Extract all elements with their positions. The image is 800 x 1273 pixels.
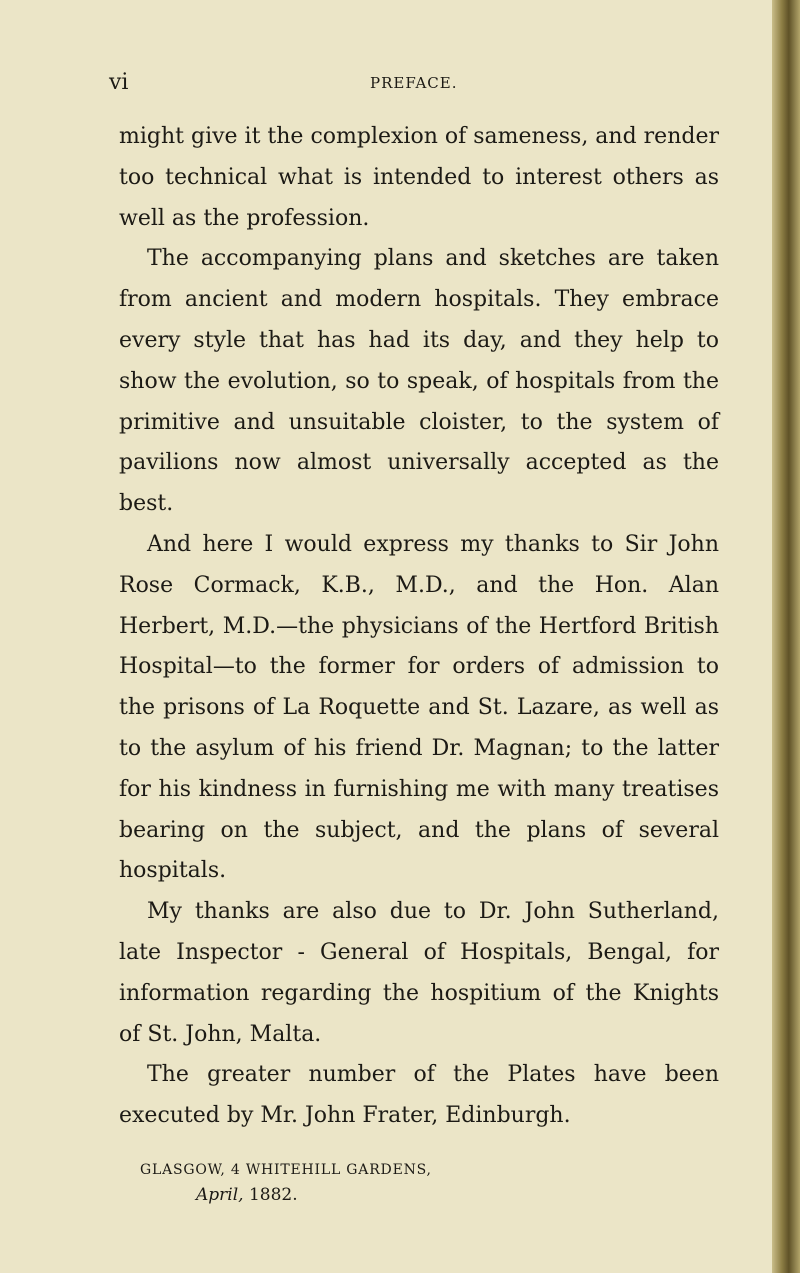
signature-month: April, bbox=[196, 1185, 244, 1205]
page-header bbox=[109, 70, 709, 104]
signature-year: 1882. bbox=[248, 1185, 298, 1205]
paragraph-continued: might give it the complexion of sameness, and render too technical what is intended to interest others as well as the profession. bbox=[119, 124, 719, 231]
signature-block bbox=[140, 1160, 640, 1210]
running-head: PREFACE. bbox=[370, 74, 458, 92]
signature-place: GLASGOW, 4 WHITEHILL GARDENS, bbox=[140, 1162, 432, 1178]
paragraph-plans-and-sketches: The accompanying plans and sketches are taken from ancient and modern hospitals. They embrace every style that has had its day, and they help to show the evolution, so to speak, of hospitals from the primitive and unsuitable cloister, to the system of pavilions now almost universally accepted as the best. bbox=[119, 246, 719, 517]
book-spine-edge bbox=[772, 0, 800, 1273]
paragraph-plates-frater: The greater number of the Plates have been executed by Mr. John Frater, Edinburgh. bbox=[119, 1062, 719, 1129]
page-number: vi bbox=[109, 70, 129, 95]
signature-date bbox=[140, 1180, 640, 1210]
preface-body bbox=[119, 117, 719, 1137]
paragraph-thanks-sutherland: My thanks are also due to Dr. John Sutherland, late Inspector - General of Hospitals, Bengal, for information regarding the hospitium of the Knights of St. John, Malta. bbox=[119, 899, 719, 1047]
paragraph-thanks-cormack-herbert: And here I would express my thanks to Sir John Rose Cormack, K.B., M.D., and the Hon. Alan Herbert, M.D.—the physicians of the Hertford British Hospital—to the former for orders of admission to the prisons of La Roquette and St. Lazare, as well as to the asylum of his friend Dr. Magnan; to the latter for his kindness in furnishing me with many treatises bearing on the subject, and the plans of several hospitals. bbox=[119, 531, 719, 884]
